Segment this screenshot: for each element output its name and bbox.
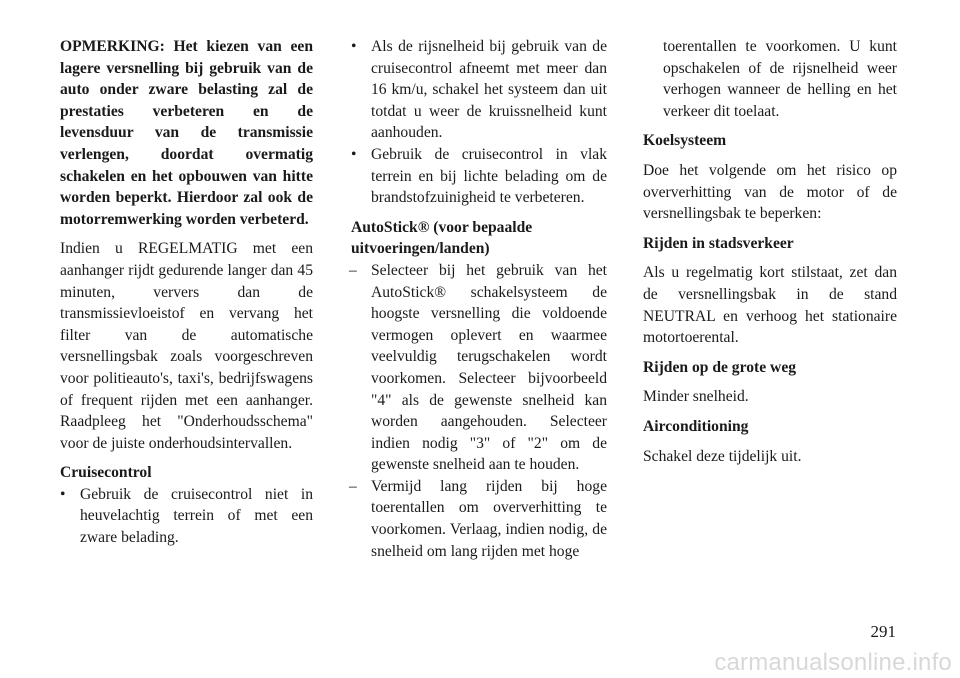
note-paragraph: OPMERKING: Het kiezen van een lagere versnelling bij gebruik van de auto onder zware belasting zal de prestaties verbeteren en de levensduur van de transmissie verlengen, doordat overmatig schakelen en het opbouwen van hitte worden beperkt. Hierdoor zal ook de motorremwerking worden verbeterd. xyxy=(60,38,313,228)
bullet-item xyxy=(60,484,313,549)
airconditioning-paragraph: Schakel deze tijdelijk uit. xyxy=(643,447,802,465)
bullet-marker: • xyxy=(351,38,357,55)
autostick-heading xyxy=(351,217,607,260)
continuation-paragraph: toerentallen te voorkomen. U kunt opschakelen of de rijsnelheid weer verhogen wanneer de helling en het verkeer dit toelaat. xyxy=(663,38,897,120)
bullet-marker: • xyxy=(60,485,66,503)
koelsysteem-paragraph: Doe het volgende om het risico op oververhitting van de motor of de versnellingsbak te beperken: xyxy=(643,161,897,223)
koelsysteem-heading: Koelsysteem xyxy=(643,132,727,150)
right-column xyxy=(643,36,897,467)
grote-weg-paragraph: Minder snelheid. xyxy=(643,388,749,406)
bullet-text: Gebruik de cruisecontrol niet in heuvelachtig terrein of met een zware belading. xyxy=(80,485,313,547)
autostick-heading-rest: (voor bepaalde uitvoeringen/landen) xyxy=(351,218,533,258)
left-column xyxy=(60,36,313,549)
dash-item xyxy=(351,476,607,562)
bullet-text: Gebruik de cruisecontrol in vlak terrein en bij lichte belading om de brandstofzuinigheid te verbeteren. xyxy=(371,145,607,207)
middle-column xyxy=(351,36,607,562)
dash-text: Vermijd lang rijden bij hoge toerentallen om oververhitting te voorkomen. Verlaag, indien nodig, de snelheid om lang rijden met hoge xyxy=(371,477,607,560)
stadsverkeer-heading: Rijden in stadsverkeer xyxy=(643,234,794,252)
bullet-item xyxy=(351,36,607,144)
trailer-paragraph: Indien u REGELMATIG met een aanhanger rijdt gedurende langer dan 45 minuten, ververs dan de transmissievloeistof en vervang het filter van de automatische versnellingsbak zoals voorgeschreven voor politieauto's, taxi's, bedrijfswagens of frequent rijden met een aanhanger. Raadpleeg het "Onderhoudsschema" voor de juiste onderhoudsintervallen. xyxy=(60,240,313,452)
dash-marker: – xyxy=(349,477,357,495)
bullet-item xyxy=(351,144,607,209)
stadsverkeer-paragraph: Als u regelmatig kort stilstaat, zet dan de versnellingsbak in de stand NEUTRAL en verhoog het stationaire motortoerental. xyxy=(643,264,897,347)
dash-marker: – xyxy=(349,261,357,279)
airconditioning-heading: Airconditioning xyxy=(643,417,749,435)
watermark: carmanualsonline.info xyxy=(714,649,952,676)
dash-item xyxy=(351,260,607,476)
bullet-text: Als de rijsnelheid bij gebruik van de cruisecontrol afneemt met meer dan 16 km/u, schakel het systeem dan uit totdat u weer de kruissnelheid kunt aanhouden. xyxy=(371,38,607,142)
grote-weg-heading: Rijden op de grote weg xyxy=(643,358,797,376)
dash-text: Selecteer bij het gebruik van het AutoStick® schakelsysteem de hoogste versnelling die voldoende vermogen oplevert en waarmee veelvuldig terugschakelen wordt voorkomen. Selecteer bijvoorbeeld "4" als de gewenste snelheid kan worden aangehouden. Selecteer indien nodig "3" of "2" om de gewenste snelheid aan te houden. xyxy=(371,261,607,474)
bullet-marker: • xyxy=(351,145,357,163)
page-number: 291 xyxy=(870,622,896,641)
cruisecontrol-heading: Cruisecontrol xyxy=(60,464,152,482)
autostick-heading-bold: AutoStick® xyxy=(351,218,430,236)
